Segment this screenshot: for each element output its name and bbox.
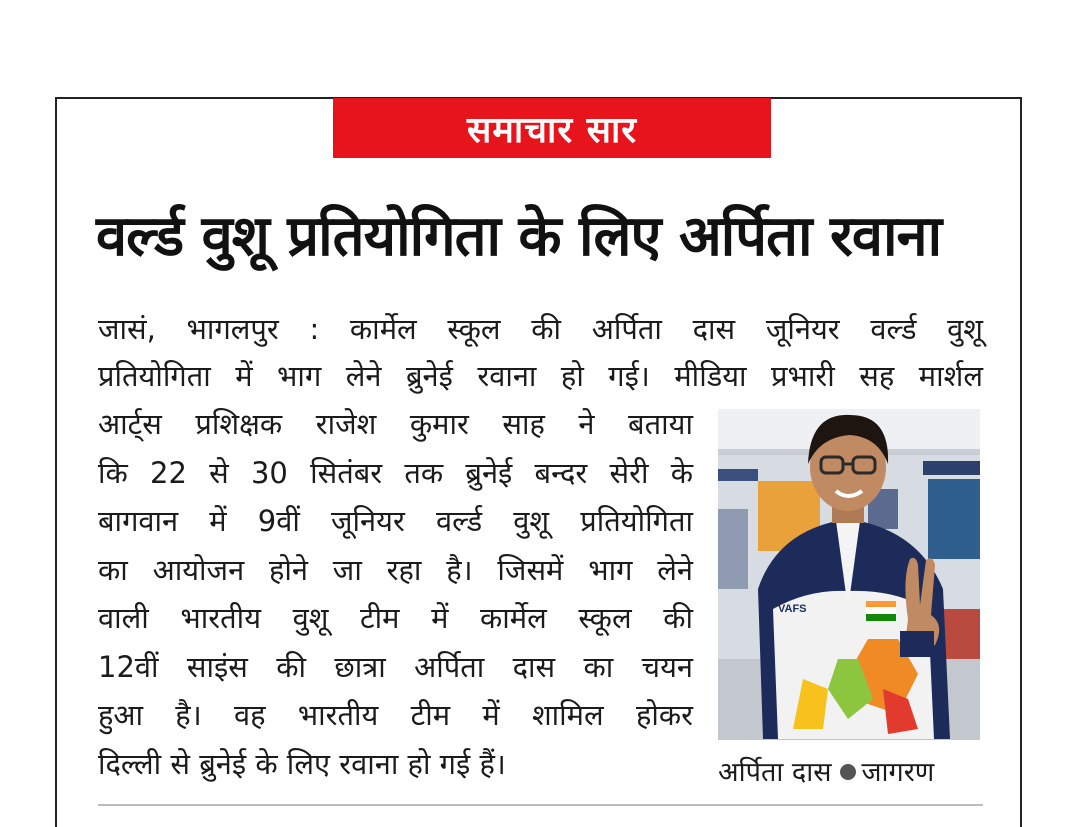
article-body-column (98, 400, 693, 788)
jacket-print: VAFS (778, 603, 807, 615)
bullet-icon (840, 764, 856, 780)
caption-name: अर्पिता दास (718, 757, 832, 788)
section-label: समाचार सार (466, 109, 637, 151)
body-line: जासं, भागलपुर : कार्मेल स्कूल की अर्पिता दास जूनियर वर्ल्ड वुशू (98, 312, 983, 346)
news-photo (718, 409, 980, 740)
section-banner (333, 98, 771, 158)
caption-source: जागरण (861, 757, 935, 788)
article-body-top (98, 306, 983, 400)
body-line: का आयोजन होने जा रहा है। जिसमें भाग लेने (98, 552, 693, 587)
body-line: प्रतियोगिता में भाग लेने ब्रुनेई रवाना हो गई। मीडिया प्रभारी सह मार्शल (98, 359, 983, 393)
bottom-divider (98, 804, 983, 806)
body-line: 12वीं साइंस की छात्रा अर्पिता दास का चयन (98, 649, 693, 684)
body-line: बागवान में 9वीं जूनियर वर्ल्ड वुशू प्रतियोगिता (98, 504, 693, 538)
photo-caption (718, 752, 980, 789)
body-line: कि 22 से 30 सितंबर तक ब्रुनेई बन्दर सेरी के (98, 455, 693, 490)
body-line: वाली भारतीय वुशू टीम में कार्मेल स्कूल की (98, 601, 693, 635)
body-line: हुआ है। वह भारतीय टीम में शामिल होकर (98, 698, 693, 732)
headline: वर्ल्ड वुशू प्रतियोगिता के लिए अर्पिता रवाना (96, 204, 942, 269)
body-line: आर्ट्स प्रशिक्षक राजेश कुमार साह ने बताया (98, 407, 693, 441)
person-photo-icon (718, 409, 980, 740)
body-line: दिल्ली से ब्रुनेई के लिए रवाना हो गई हैं। (98, 746, 506, 781)
